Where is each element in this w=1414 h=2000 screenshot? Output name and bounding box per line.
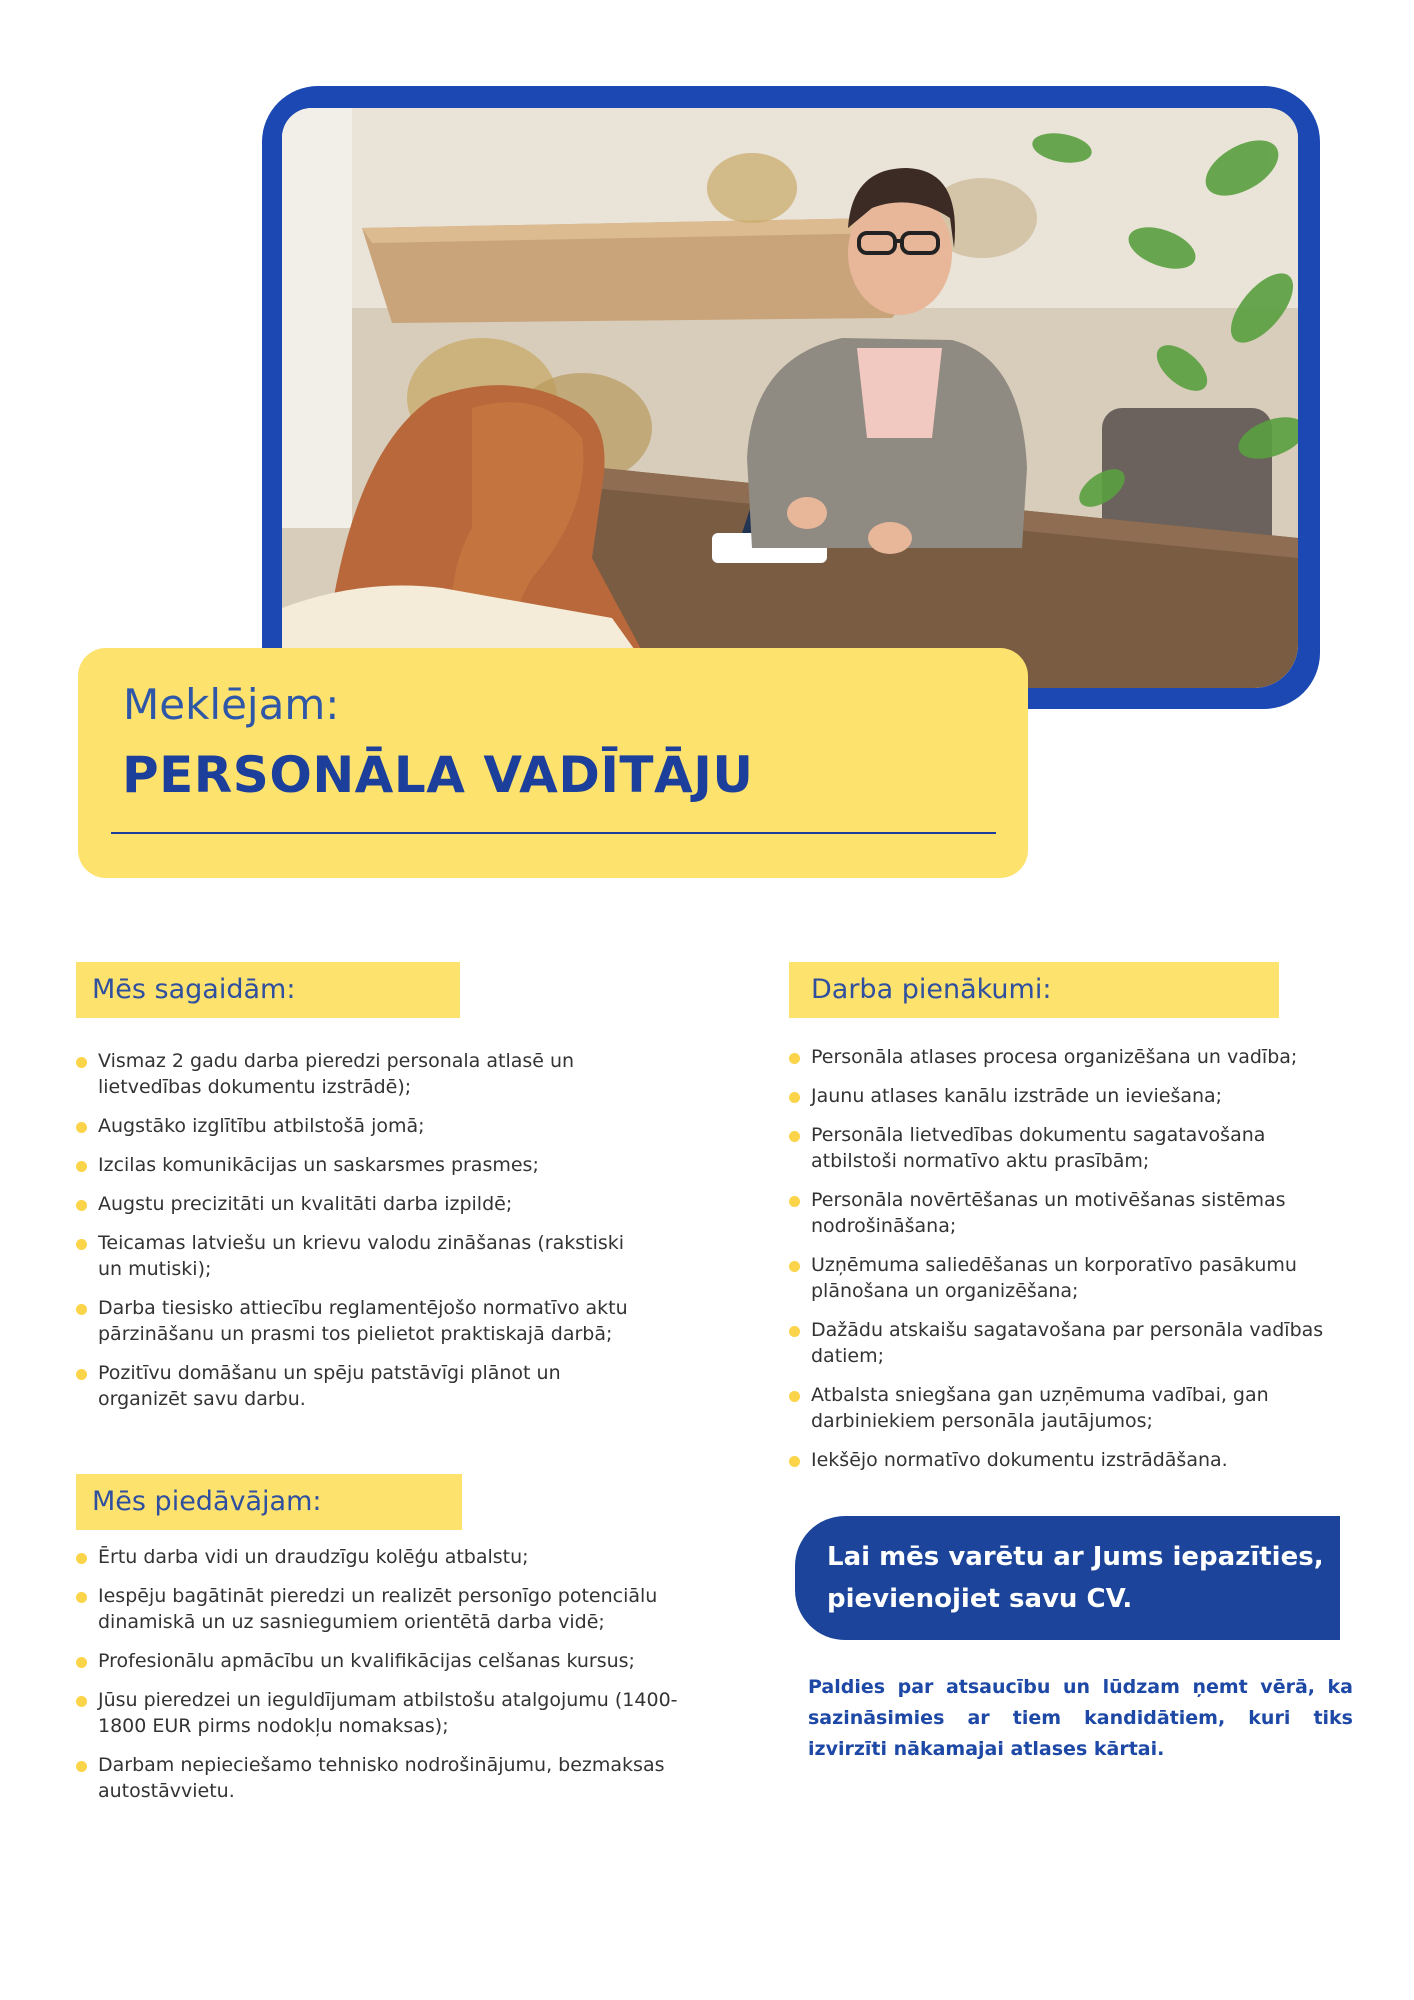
list-item	[76, 1152, 636, 1178]
list-item	[76, 1295, 636, 1347]
list-item-text: Atbalsta sniegšana gan uzņēmuma vadībai, gan darbiniekiem personāla jautājumos;	[811, 1384, 1269, 1432]
list-item-text: Darbam nepieciešamo tehnisko nodrošinājumu, bezmaksas autostāvvietu.	[98, 1754, 665, 1802]
bullet-icon	[76, 1239, 87, 1250]
list-item	[76, 1583, 696, 1635]
list-item	[76, 1687, 696, 1739]
list-item	[76, 1048, 636, 1100]
photo-frame	[262, 86, 1320, 709]
interview-illustration	[282, 108, 1298, 688]
section-label-offer: Mēs piedāvājam:	[76, 1474, 462, 1530]
list-item-text: Jaunu atlases kanālu izstrāde un ieviešana;	[811, 1085, 1223, 1107]
list-item-text: Iekšējo normatīvo dokumentu izstrādāšana.	[811, 1449, 1228, 1471]
list-item	[789, 1044, 1349, 1070]
page-title: PERSONĀLA VADĪTĀJU	[122, 746, 754, 804]
duties-list	[789, 1044, 1349, 1486]
section-label-duties: Darba pienākumi:	[789, 962, 1279, 1018]
bullet-icon	[76, 1657, 87, 1668]
list-item-text: Dažādu atskaišu sagatavošana par personāla vadības datiem;	[811, 1319, 1324, 1367]
list-item	[76, 1230, 636, 1282]
cta-text: Lai mēs varētu ar Jums iepazīties, pievienojiet savu CV.	[827, 1542, 1324, 1614]
list-item	[76, 1544, 696, 1570]
list-item	[789, 1252, 1349, 1304]
list-item	[76, 1113, 636, 1139]
list-item-text: Vismaz 2 gadu darba pieredzi personala atlasē un lietvedības dokumentu izstrādē);	[98, 1050, 575, 1098]
list-item-text: Izcilas komunikācijas un saskarsmes prasmes;	[98, 1154, 539, 1176]
list-item	[789, 1382, 1349, 1434]
list-item	[789, 1447, 1349, 1473]
closing-note: Paldies par atsaucību un lūdzam ņemt vērā, ka sazināsimies ar tiem kandidātiem, kuri tiks izvirzīti nākamajai atlases kārtai.	[808, 1676, 1353, 1760]
list-item	[76, 1191, 636, 1217]
bullet-icon	[76, 1200, 87, 1211]
bullet-icon	[789, 1092, 800, 1103]
section-label-expect: Mēs sagaidām:	[76, 962, 460, 1018]
list-item-text: Darba tiesisko attiecību reglamentējošo normatīvo aktu pārzināšanu un prasmi tos pielietot praktiskajā darbā;	[98, 1297, 628, 1345]
title-divider	[111, 832, 996, 834]
bullet-icon	[76, 1057, 87, 1068]
expect-list	[76, 1048, 636, 1425]
bullet-icon	[789, 1053, 800, 1064]
bullet-icon	[789, 1196, 800, 1207]
list-item-text: Augstāko izglītību atbilstošā jomā;	[98, 1115, 425, 1137]
list-item-text: Augstu precizitāti un kvalitāti darba izpildē;	[98, 1193, 513, 1215]
bullet-icon	[76, 1369, 87, 1380]
interview-photo	[282, 108, 1298, 688]
cv-call-to-action	[795, 1516, 1340, 1640]
bullet-icon	[76, 1304, 87, 1315]
list-item-text: Teicamas latviešu un krievu valodu zināšanas (rakstiski un mutiski);	[98, 1232, 625, 1280]
list-item	[789, 1122, 1349, 1174]
page-subtitle: Meklējam:	[123, 680, 340, 729]
bullet-icon	[789, 1456, 800, 1467]
bullet-icon	[789, 1391, 800, 1402]
bullet-icon	[76, 1696, 87, 1707]
bullet-icon	[76, 1553, 87, 1564]
list-item-text: Pozitīvu domāšanu un spēju patstāvīgi plānot un organizēt savu darbu.	[98, 1362, 561, 1410]
bullet-icon	[789, 1326, 800, 1337]
list-item	[76, 1648, 696, 1674]
bullet-icon	[789, 1131, 800, 1142]
bullet-icon	[789, 1261, 800, 1272]
list-item	[789, 1317, 1349, 1369]
bullet-icon	[76, 1592, 87, 1603]
list-item-text: Personāla atlases procesa organizēšana un vadība;	[811, 1046, 1298, 1068]
offer-list	[76, 1544, 696, 1817]
list-item	[76, 1752, 696, 1804]
title-box	[78, 648, 1028, 878]
list-item-text: Personāla lietvedības dokumentu sagatavošana atbilstoši normatīvo aktu prasībām;	[811, 1124, 1266, 1172]
list-item-text: Ērtu darba vidi un draudzīgu kolēģu atbalstu;	[98, 1546, 529, 1568]
list-item	[76, 1360, 636, 1412]
list-item-text: Personāla novērtēšanas un motivēšanas sistēmas nodrošināšana;	[811, 1189, 1286, 1237]
list-item-text: Jūsu pieredzei un ieguldījumam atbilstošu atalgojumu (1400-1800 EUR pirms nodokļu nomaksas);	[98, 1689, 678, 1737]
list-item-text: Uzņēmuma saliedēšanas un korporatīvo pasākumu plānošana un organizēšana;	[811, 1254, 1297, 1302]
bullet-icon	[76, 1122, 87, 1133]
bullet-icon	[76, 1161, 87, 1172]
list-item-text: Profesionālu apmācību un kvalifikācijas celšanas kursus;	[98, 1650, 635, 1672]
list-item	[789, 1187, 1349, 1239]
list-item-text: Iespēju bagātināt pieredzi un realizēt personīgo potenciālu dinamiskā un uz sasniegumiem orientētā darba vidē;	[98, 1585, 658, 1633]
bullet-icon	[76, 1761, 87, 1772]
list-item	[789, 1083, 1349, 1109]
